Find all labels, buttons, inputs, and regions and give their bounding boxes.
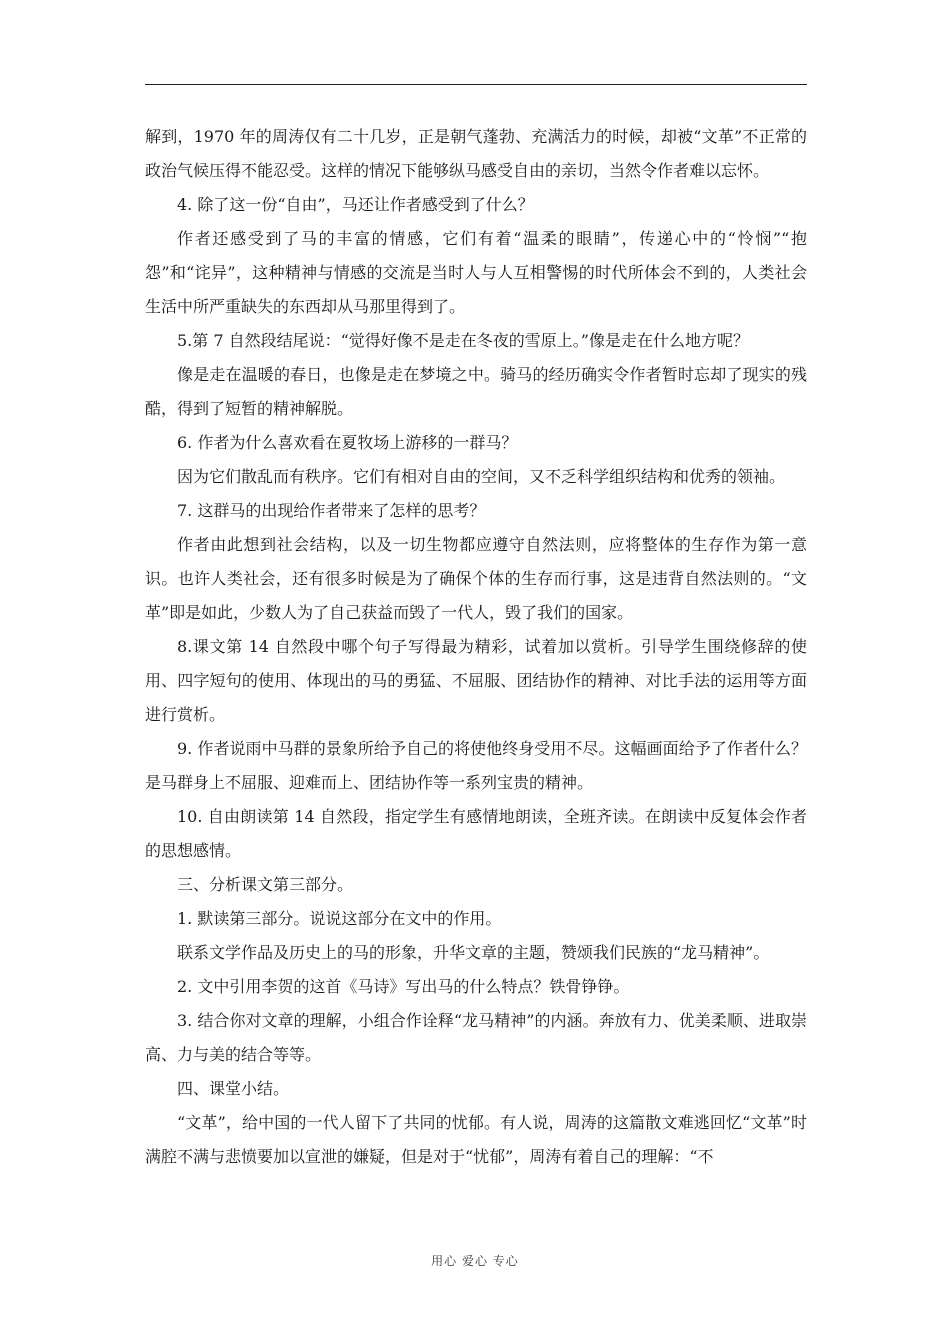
paragraph: 1. 默读第三部分。说说这部分在文中的作用。 (177, 909, 502, 928)
paragraph: 作者还感受到了马的丰富的情感，它们有着“温柔的眼睛”，传递心中的“怜悯”“抱怨”和“诧异”，这种精神与情感的交流是当时人与人互相警惕的时代所体会不到的，人类社会生活中所严重缺失的东西却从马那里得到了。 (145, 229, 807, 316)
paragraph: 8.课文第 14 自然段中哪个句子写得最为精彩，试着加以赏析。引导学生围绕修辞的使用、四字短句的使用、体现出的马的勇猛、不屈服、团结协作的精神、对比手法的运用等方面进行赏析。 (145, 637, 807, 724)
paragraph: 因为它们散乱而有秩序。它们有相对自由的空间，又不乏科学组织结构和优秀的领袖。 (177, 467, 786, 486)
document-body (145, 120, 807, 1174)
paragraph: 7. 这群马的出现给作者带来了怎样的思考？ (177, 501, 486, 520)
paragraph: “文革”，给中国的一代人留下了共同的忧郁。有人说，周涛的这篇散文难逃回忆“文革”时满腔不满与悲愤要加以宣泄的嫌疑，但是对于“忧郁”，周涛有着自己的理解：“不 (145, 1113, 807, 1166)
paragraph: 6. 作者为什么喜欢看在夏牧场上游移的一群马？ (177, 433, 518, 452)
paragraph: 解到，1970 年的周涛仅有二十几岁，正是朝气蓬勃、充满活力的时候，却被“文革”不正常的政治气候压得不能忍受。这样的情况下能够纵马感受自由的亲切，当然令作者难以忘怀。 (145, 127, 807, 180)
paragraph: 5.第 7 自然段结尾说：“觉得好像不是走在冬夜的雪原上。”像是走在什么地方呢？ (177, 331, 749, 350)
paragraph: 联系文学作品及历史上的马的形象，升华文章的主题，赞颂我们民族的“龙马精神”。 (177, 943, 770, 962)
paragraph: 三、分析课文第三部分。 (177, 875, 354, 894)
page-footer: 用心 爱心 专心 (431, 1254, 519, 1268)
paragraph: 3. 结合你对文章的理解，小组合作诠释“龙马精神”的内涵。奔放有力、优美柔顺、进取崇高、力与美的结合等等。 (145, 1011, 807, 1064)
paragraph: 4. 除了这一份“自由”，马还让作者感受到了什么？ (177, 195, 534, 214)
paragraph: 9. 作者说雨中马群的景象所给予自己的将使他终身受用不尽。这幅画面给予了作者什么？是马群身上不屈服、迎难而上、团结协作等一系列宝贵的精神。 (145, 739, 807, 792)
header-rule (145, 84, 807, 85)
paragraph: 作者由此想到社会结构，以及一切生物都应遵守自然法则，应将整体的生存作为第一意识。也许人类社会，还有很多时候是为了确保个体的生存而行事，这是违背自然法则的。“文革”即是如此，少数人为了自己获益而毁了一代人，毁了我们的国家。 (145, 535, 807, 622)
paragraph: 四、课堂小结。 (177, 1079, 290, 1098)
paragraph: 2. 文中引用李贺的这首《马诗》写出马的什么特点？铁骨铮铮。 (177, 977, 630, 996)
paragraph: 10. 自由朗读第 14 自然段，指定学生有感情地朗读，全班齐读。在朗读中反复体会作者的思想感情。 (145, 807, 807, 860)
paragraph: 像是走在温暖的春日，也像是走在梦境之中。骑马的经历确实令作者暂时忘却了现实的残酷，得到了短暂的精神解脱。 (145, 365, 807, 418)
